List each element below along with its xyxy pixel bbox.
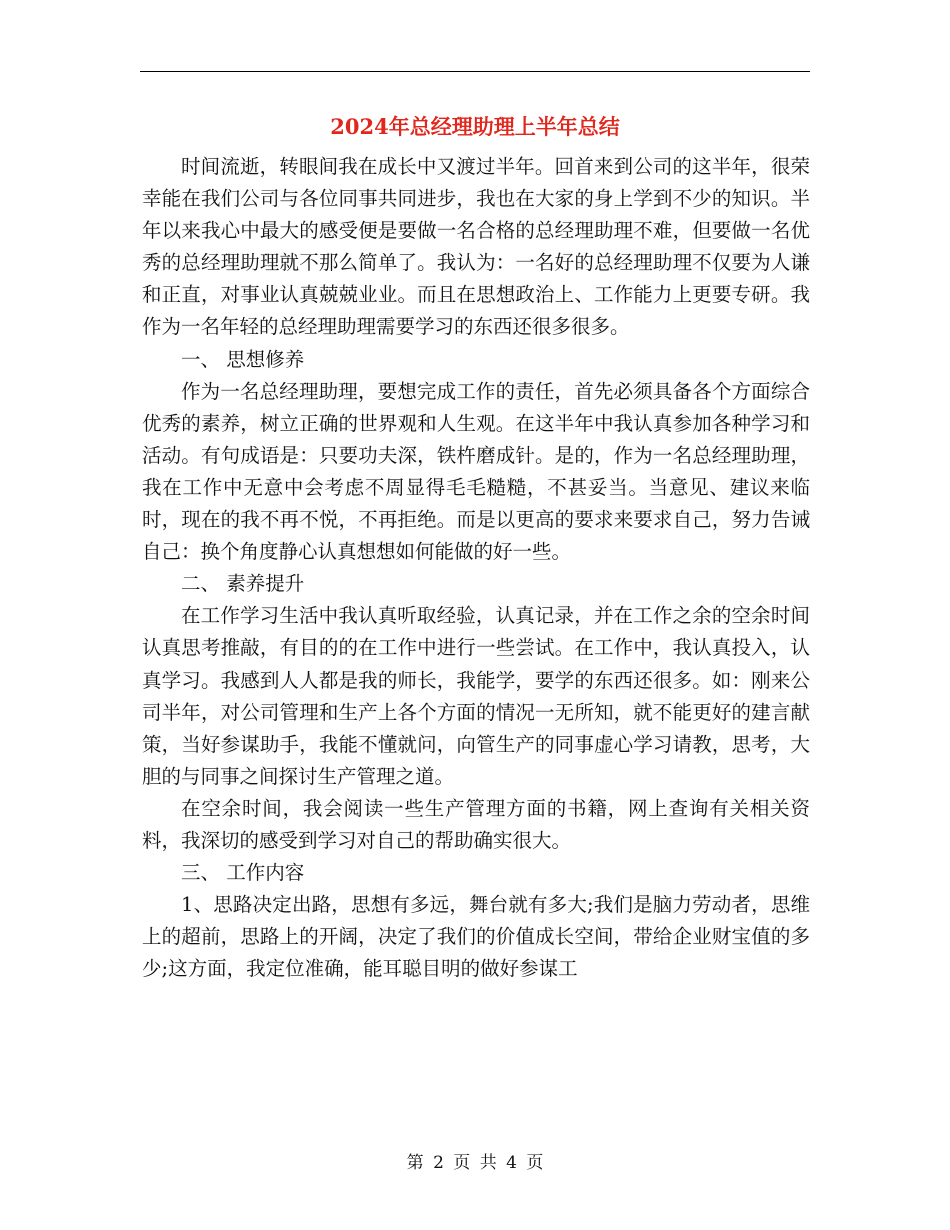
section-heading-3: 三、 工作内容 xyxy=(181,861,305,885)
paragraph-intro: 时间流逝，转眼间我在成长中又渡过半年。回首来到公司的这半年，很荣幸能在我们公司与各位同事共同进步，我也在大家的身上学到不少的知识。半年以来我心中最大的感受便是要做一名合格的总经理助理不难，但要做一名优秀的总经理助理就不那么简单了。我认为：一名好的总经理助理不仅要为人谦和正直，对事业认真兢兢业业。而且在思想政治上、工作能力上更要专研。我作为一名年轻的总经理助理需要学习的东西还很多很多。 xyxy=(142,155,810,339)
page-number-footer: 第 2 页 共 4 页 xyxy=(406,1153,544,1173)
document-title: 2024年总经理助理上半年总结 xyxy=(330,114,620,139)
paragraph-section-1: 作为一名总经理助理，要想完成工作的责任，首先必须具备各个方面综合优秀的素养，树立正确的世界观和人生观。在这半年中我认真参加各种学习和活动。有句成语是：只要功夫深，铁杵磨成针。是的，作为一名总经理助理，我在工作中无意中会考虑不周显得毛毛糙糙，不甚妥当。当意见、建议来临时，现在的我不再不悦，不再拒绝。而是以更高的要求来要求自己，努力告诫自己：换个角度静心认真想想如何能做的好一些。 xyxy=(142,379,810,564)
section-heading-2: 二、 素养提升 xyxy=(181,572,305,596)
paragraph-section-2a: 在工作学习生活中我认真听取经验，认真记录，并在工作之余的空余时间认真思考推敲，有目的的在工作中进行一些尝试。在工作中，我认真投入，认真学习。我感到人人都是我的师长，我能学，要学的东西还很多。如：刚来公司半年，对公司管理和生产上各个方面的情况一无所知，就不能更好的建言献策，当好参谋助手，我能不懂就问，向管生产的同事虚心学习请教，思考，大胆的与同事之间探讨生产管理之道。 xyxy=(142,604,810,788)
paragraph-section-3: 1、思路决定出路，思想有多远，舞台就有多大;我们是脑力劳动者，思维上的超前，思路上的开阔，决定了我们的价值成长空间，带给企业财宝值的多少;这方面，我定位准确，能耳聪目明的做好参谋工 xyxy=(142,893,810,981)
document-body xyxy=(142,151,810,985)
paragraph-section-2b: 在空余时间，我会阅读一些生产管理方面的书籍，网上查询有关相关资料，我深切的感受到学习对自己的帮助确实很大。 xyxy=(142,796,810,852)
header-rule xyxy=(140,71,810,72)
section-heading-1: 一、 思想修养 xyxy=(181,347,305,371)
